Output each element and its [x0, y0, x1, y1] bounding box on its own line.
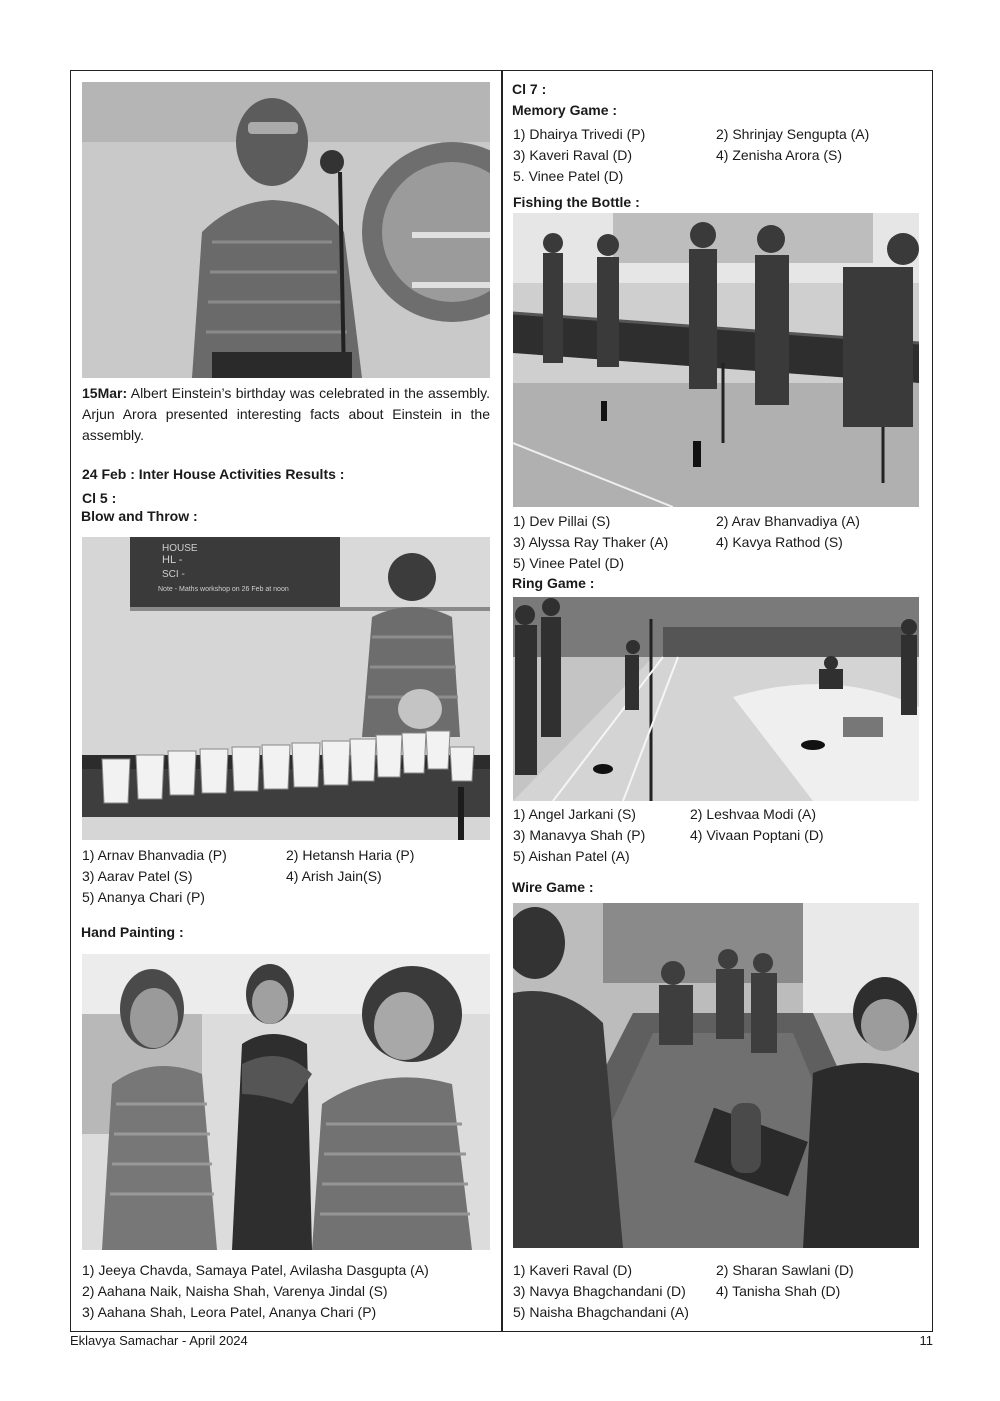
fishing-result-3: 3) Alyssa Ray Thaker (A)	[513, 534, 669, 550]
fishing-result-1: 1) Dev Pillai (S)	[513, 513, 611, 529]
memory-game-result-5: 5. Vinee Patel (D)	[513, 168, 624, 184]
fishing-result-2: 2) Arav Bhanvadiya (A)	[716, 513, 860, 529]
board-text-1: HOUSE	[162, 543, 198, 554]
blow-throw-result-5: 5) Ananya Chari (P)	[82, 889, 205, 905]
ring-result-2: 2) Leshvaa Modi (A)	[690, 806, 817, 822]
ring-result-1: 1) Angel Jarkani (S)	[513, 806, 636, 822]
wire-result-1: 1) Kaveri Raval (D)	[513, 1262, 633, 1278]
fishing-bottle-photo	[513, 213, 919, 507]
hand-painting-result-3: 3) Aahana Shah, Leora Patel, Ananya Chari (P)	[82, 1304, 377, 1320]
hand-painting-photo	[82, 954, 490, 1250]
board-text-2: HL -	[162, 554, 183, 566]
blow-throw-heading: Blow and Throw :	[81, 508, 198, 524]
blow-throw-result-3: 3) Aarav Patel (S)	[82, 868, 193, 884]
einstein-caption	[82, 383, 490, 446]
hand-painting-result-2: 2) Aahana Naik, Naisha Shah, Varenya Jindal (S)	[82, 1283, 388, 1299]
hand-painting-result-1: 1) Jeeya Chavda, Samaya Patel, Avilasha Dasgupta (A)	[82, 1262, 429, 1278]
footer-publication: Eklavya Samachar - April 2024	[70, 1333, 248, 1348]
blow-throw-photo	[82, 537, 490, 840]
board-text-3: SCI -	[162, 569, 185, 580]
wire-game-photo	[513, 903, 919, 1248]
caption-text: Albert Einstein’s birthday was celebrated in the assembly. Arjun Arora presented interesting facts about Einstein in the assembly.	[82, 385, 490, 443]
wire-result-2: 2) Sharan Sawlani (D)	[716, 1262, 854, 1278]
fishing-bottle-heading: Fishing the Bottle :	[513, 194, 640, 210]
caption-date: 15Mar:	[82, 385, 128, 401]
class5-heading: Cl 5 :	[82, 490, 117, 506]
wire-game-heading: Wire Game :	[512, 879, 594, 895]
ring-game-photo	[513, 597, 919, 801]
einstein-assembly-photo	[82, 82, 490, 378]
blow-throw-result-1: 1) Arnav Bhanvadia (P)	[82, 847, 227, 863]
memory-game-result-2: 2) Shrinjay Sengupta (A)	[716, 126, 870, 142]
wire-result-4: 4) Tanisha Shah (D)	[716, 1283, 841, 1299]
blow-throw-result-4: 4) Arish Jain(S)	[286, 868, 382, 884]
ring-result-4: 4) Vivaan Poptani (D)	[690, 827, 824, 843]
memory-game-result-4: 4) Zenisha Arora (S)	[716, 147, 843, 163]
memory-game-result-3: 3) Kaveri Raval (D)	[513, 147, 633, 163]
inter-house-heading: 24 Feb : Inter House Activities Results :	[82, 466, 345, 482]
wire-result-5: 5) Naisha Bhagchandani (A)	[513, 1304, 689, 1320]
column-divider	[501, 70, 503, 1332]
footer-page-number: 11	[919, 1333, 933, 1348]
fishing-result-5: 5) Vinee Patel (D)	[513, 555, 625, 571]
ring-result-3: 3) Manavya Shah (P)	[513, 827, 646, 843]
memory-game-heading: Memory Game :	[512, 102, 618, 118]
wire-result-3: 3) Navya Bhagchandani (D)	[513, 1283, 686, 1299]
memory-game-result-1: 1) Dhairya Trivedi (P)	[513, 126, 646, 142]
class7-heading: Cl 7 :	[512, 81, 547, 97]
blow-throw-result-2: 2) Hetansh Haria (P)	[286, 847, 415, 863]
board-text-4: Note - Maths workshop on 26 Feb at noon	[158, 586, 289, 593]
ring-result-5: 5) Aishan Patel (A)	[513, 848, 630, 864]
ring-game-heading: Ring Game :	[512, 575, 595, 591]
fishing-result-4: 4) Kavya Rathod (S)	[716, 534, 843, 550]
hand-painting-heading: Hand Painting :	[81, 924, 184, 940]
